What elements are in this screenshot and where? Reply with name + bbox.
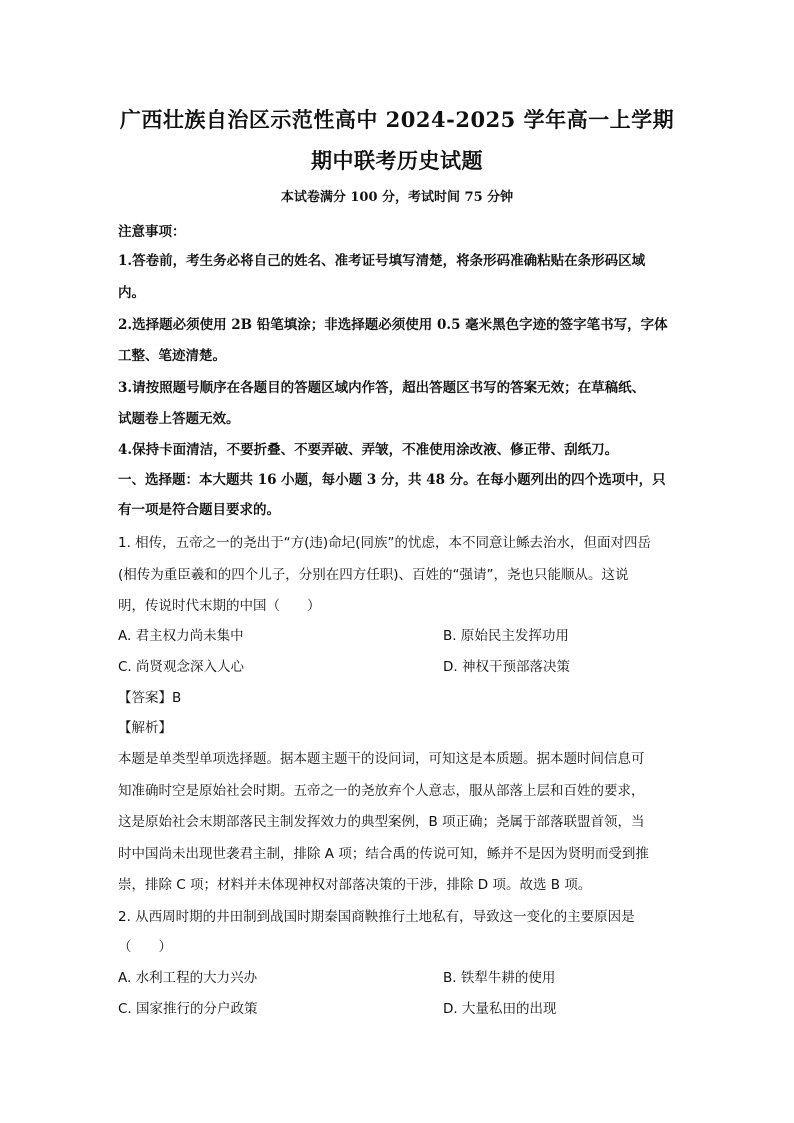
question-1-analysis: 本题是单类型单项选择题。据本题主题干的设问词，可知这是本质题。据本题时间信息可 — [118, 751, 645, 767]
question-1-option-c: C. 尚贤观念深入人心 — [118, 659, 245, 675]
note-line: 1.答卷前，考生务必将自己的姓名、准考证号填写清楚，将条形码准确粘贴在条形码区域 — [118, 253, 646, 269]
note-line: 内。 — [118, 285, 145, 301]
question-2-option-d: D. 大量私田的出现 — [443, 1001, 557, 1017]
question-1-stem: (相传为重臣羲和的四个儿子，分别在四方任职)、百姓的“强请”，尧也只能顺从。这说 — [118, 567, 629, 583]
section-heading-cont: 有一项是符合题目要求的。 — [118, 502, 280, 518]
note-line: 试题卷上答题无效。 — [118, 411, 240, 427]
question-1-analysis: 这是原始社会末期部落民主制发挥效力的典型案例，B 项正确；尧属于部落联盟首领，当 — [118, 814, 645, 830]
question-1-option-d: D. 神权干预部落决策 — [443, 659, 570, 675]
question-1-answer: 【答案】B — [118, 690, 182, 706]
section-heading: 一、选择题：本大题共 16 小题，每小题 3 分，共 48 分。在每小题列出的四个选项中，只 — [118, 472, 666, 488]
question-2-option-a: A. 水利工程的大力兴办 — [118, 970, 258, 986]
note-line: 2.选择题必须使用 2B 铅笔填涂；非选择题必须使用 0.5 毫米黑色字迹的签字笔书写，字体 — [118, 317, 668, 333]
note-line: 工整、笔迹清楚。 — [118, 348, 226, 364]
question-2-option-b: B. 铁犁牛耕的使用 — [443, 970, 556, 986]
page-title: 广西壮族自治区示范性高中 2024-2025 学年高一上学期 — [119, 107, 675, 132]
question-1-option-b: B. 原始民主发挥功用 — [443, 628, 569, 644]
question-1-analysis: 知准确时空是原始社会时期。五帝之一的尧放弃个人意志，服从部落上层和百姓的要求， — [118, 783, 645, 799]
question-1-stem: 明，传说时代末期的中国（ ） — [118, 598, 321, 614]
page-title-line2: 期中联考历史试题 — [311, 148, 483, 173]
question-1-analysis: 时中国尚未出现世袭君主制，排除 A 项；结合禹的传说可知，鲧并不是因为贤明而受到推 — [118, 846, 649, 862]
exam-subtitle: 本试卷满分 100 分，考试时间 75 分钟 — [280, 190, 514, 205]
notes-heading: 注意事项： — [118, 224, 186, 240]
question-2-option-c: C. 国家推行的分户政策 — [118, 1001, 258, 1017]
note-line: 4.保持卡面清洁，不要折叠、不要弄破、弄皱，不准使用涂改液、修正带、刮纸刀。 — [118, 442, 619, 458]
question-1-stem: 1. 相传，五帝之一的尧出于“方(违)命圮(同族”的忧虑，本不同意让鲧去治水，但面对四岳 — [118, 535, 651, 551]
question-1-analysis-heading: 【解析】 — [118, 720, 172, 736]
note-line: 3.请按照题号顺序在各题目的答题区域内作答，超出答题区书写的答案无效；在草稿纸、 — [118, 380, 646, 396]
question-2-stem: 2. 从西周时期的井田制到战国时期秦国商鞅推行土地私有，导致这一变化的主要原因是 — [118, 909, 635, 925]
question-1-option-a: A. 君主权力尚未集中 — [118, 628, 244, 644]
question-1-analysis: 崇，排除 C 项；材料并未体现神权对部落决策的干涉，排除 D 项。故选 B 项。 — [118, 877, 592, 893]
question-2-stem: （ ） — [118, 939, 172, 955]
